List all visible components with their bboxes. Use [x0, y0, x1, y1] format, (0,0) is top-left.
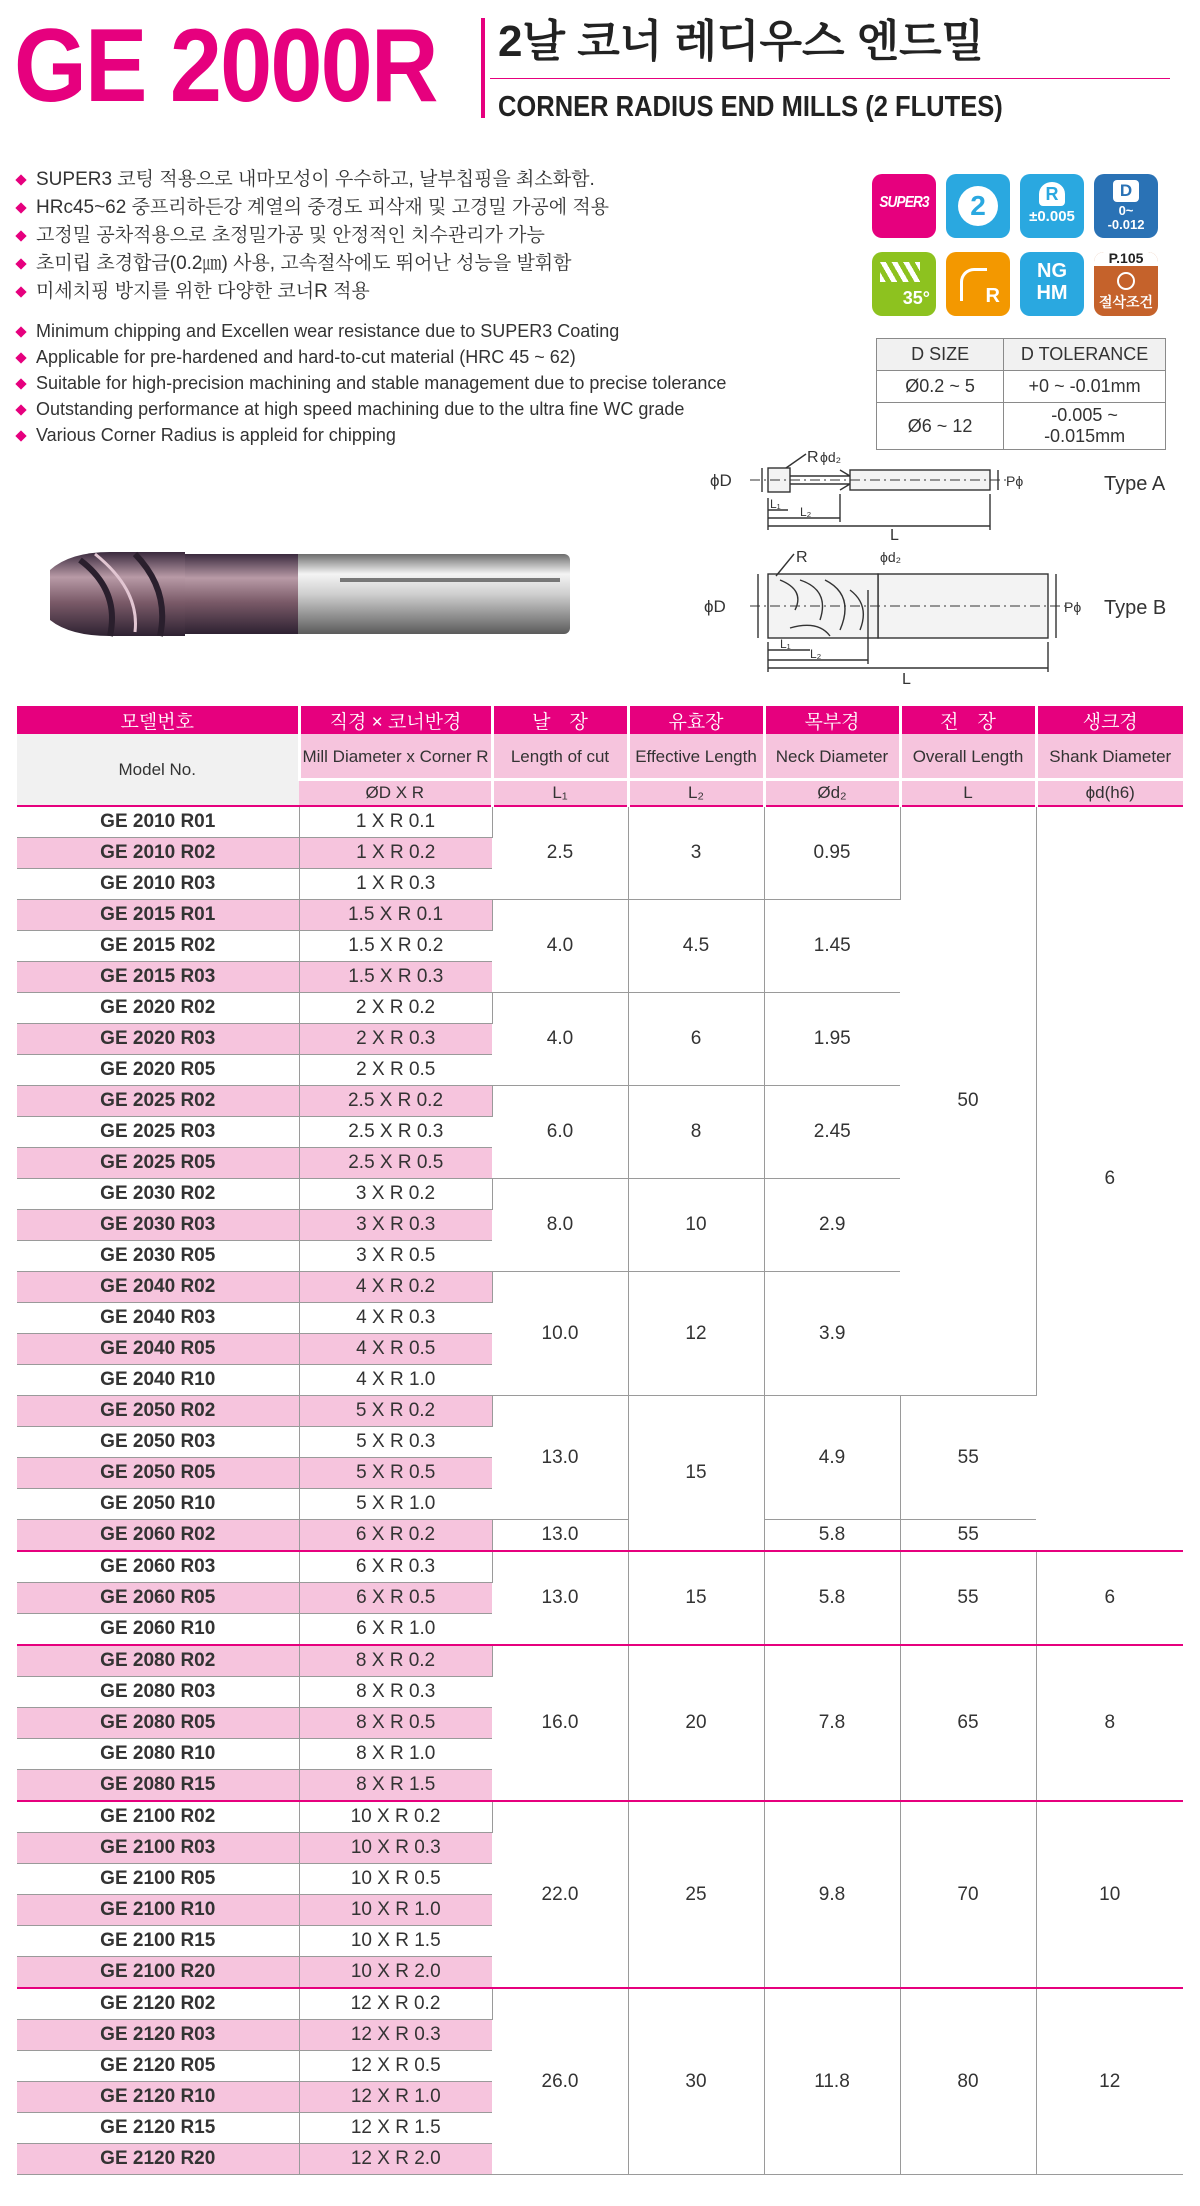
- model-number-cell: GE 2100 R02: [17, 1801, 299, 1833]
- diameter-radius-cell: 6 X R 1.0: [299, 1614, 492, 1646]
- model-number-cell: GE 2050 R03: [17, 1427, 299, 1458]
- effective-length-cell: 6: [628, 993, 764, 1086]
- effective-length-cell: 12: [628, 1272, 764, 1396]
- diameter-radius-cell: 8 X R 0.2: [299, 1645, 492, 1677]
- diameter-radius-cell: 5 X R 0.3: [299, 1427, 492, 1458]
- tolerance-row: [877, 403, 1166, 450]
- model-number-cell: GE 2050 R05: [17, 1458, 299, 1489]
- diameter-radius-cell: 5 X R 0.5: [299, 1458, 492, 1489]
- title-underline: [490, 78, 1170, 79]
- header-effective-en: Effective Length: [628, 734, 764, 780]
- diameter-radius-cell: 3 X R 0.3: [299, 1210, 492, 1241]
- model-number-cell: GE 2025 R05: [17, 1148, 299, 1179]
- spec-header-korean: [17, 706, 1183, 734]
- effective-length-cell: 15: [628, 1551, 764, 1645]
- model-number-cell: GE 2030 R05: [17, 1241, 299, 1272]
- type-a-label: Type A: [1104, 473, 1166, 495]
- diameter-radius-cell: 12 X R 0.5: [299, 2051, 492, 2082]
- corner-radius-icon: R: [946, 252, 1010, 316]
- overall-length-cell: 65: [900, 1645, 1036, 1801]
- neck-diameter-cell: 1.45: [764, 900, 900, 993]
- d-tolerance-icon: D 0~ -0.012: [1094, 174, 1158, 238]
- effective-length-cell: 20: [628, 1645, 764, 1801]
- model-number-cell: GE 2080 R05: [17, 1708, 299, 1739]
- header-effective-symbol: L₂: [628, 780, 764, 807]
- type-b-l1-label: L₁: [780, 637, 791, 651]
- length-of-cut-cell: 4.0: [492, 993, 628, 1086]
- model-number-cell: GE 2025 R03: [17, 1117, 299, 1148]
- type-a-l1-label: L₁: [770, 497, 781, 511]
- diameter-radius-cell: 10 X R 1.5: [299, 1926, 492, 1957]
- diameter-radius-cell: 10 X R 0.2: [299, 1801, 492, 1833]
- model-number-cell: GE 2040 R10: [17, 1365, 299, 1396]
- diameter-radius-cell: 3 X R 0.2: [299, 1179, 492, 1210]
- model-number-cell: GE 2100 R20: [17, 1957, 299, 1989]
- tolerance-cell: Ø6 ~ 12: [877, 403, 1004, 450]
- diameter-radius-cell: 6 X R 0.5: [299, 1583, 492, 1614]
- effective-length-cell: 3: [628, 806, 764, 900]
- diameter-radius-cell: 10 X R 0.3: [299, 1833, 492, 1864]
- diameter-radius-cell: 1.5 X R 0.1: [299, 900, 492, 931]
- neck-diameter-cell: 2.9: [764, 1179, 900, 1272]
- header-diameter-ko: 직경 × 코너반경: [299, 706, 492, 734]
- type-a-p-label: Pϕ: [1006, 473, 1024, 489]
- model-number-cell: GE 2060 R05: [17, 1583, 299, 1614]
- diameter-radius-cell: 1 X R 0.1: [299, 806, 492, 838]
- length-of-cut-cell: 4.0: [492, 900, 628, 993]
- diameter-radius-cell: 8 X R 0.3: [299, 1677, 492, 1708]
- tolerance-col-header: D SIZE: [877, 339, 1004, 371]
- tolerance-cell: Ø0.2 ~ 5: [877, 371, 1004, 403]
- diameter-radius-cell: 1.5 X R 0.3: [299, 962, 492, 993]
- type-b-shank: [878, 574, 1048, 638]
- shank-diameter-cell: 12: [1036, 1988, 1183, 2175]
- length-of-cut-cell: 13.0: [492, 1396, 628, 1520]
- spec-table-body: [17, 806, 1183, 2175]
- diameter-radius-cell: 2 X R 0.2: [299, 993, 492, 1024]
- shank-diameter-cell: 6: [1036, 806, 1183, 1551]
- overall-length-cell: 55: [900, 1520, 1036, 1552]
- type-b-phid-label: ϕD: [704, 597, 726, 616]
- table-row: [17, 1801, 1183, 1833]
- diameter-radius-cell: 12 X R 1.0: [299, 2082, 492, 2113]
- model-number-cell: GE 2030 R02: [17, 1179, 299, 1210]
- header-neck-ko: 목부경: [764, 706, 900, 734]
- tolerance-row: [877, 371, 1166, 403]
- diameter-radius-cell: 2.5 X R 0.5: [299, 1148, 492, 1179]
- shank-highlight: [340, 578, 560, 582]
- diameter-radius-cell: 1.5 X R 0.2: [299, 931, 492, 962]
- overall-length-cell: 80: [900, 1988, 1036, 2175]
- feature-ko-item: SUPER3 코팅 적용으로 내마모성이 우수하고, 날부칩핑을 최소화함.: [14, 166, 609, 194]
- header-loc-ko: 날 장: [492, 706, 628, 734]
- tolerance-table: [876, 338, 1166, 450]
- header-loc-en: Length of cut: [492, 734, 628, 780]
- diameter-radius-cell: 3 X R 0.5: [299, 1241, 492, 1272]
- neck-diameter-cell: 4.9: [764, 1396, 900, 1520]
- length-of-cut-cell: 6.0: [492, 1086, 628, 1179]
- model-number-cell: GE 2120 R20: [17, 2144, 299, 2175]
- effective-length-cell: 4.5: [628, 900, 764, 993]
- model-number-cell: GE 2120 R15: [17, 2113, 299, 2144]
- header-overall-en: Overall Length: [900, 734, 1036, 780]
- type-b-p-label: Pϕ: [1064, 599, 1082, 615]
- product-photo: [40, 540, 580, 650]
- model-number-cell: GE 2100 R15: [17, 1926, 299, 1957]
- tool-shank: [290, 554, 570, 634]
- diameter-radius-cell: 12 X R 0.2: [299, 1988, 492, 2020]
- header-loc-symbol: L₁: [492, 780, 628, 807]
- length-of-cut-cell: 2.5: [492, 806, 628, 900]
- model-number-cell: GE 2080 R02: [17, 1645, 299, 1677]
- table-row: [17, 806, 1183, 838]
- tolerance-cell: +0 ~ -0.01mm: [1004, 371, 1166, 403]
- header-model-en: Model No.: [17, 734, 299, 806]
- diameter-radius-cell: 5 X R 1.0: [299, 1489, 492, 1520]
- length-of-cut-cell: 8.0: [492, 1179, 628, 1272]
- type-a-phid2-label: ϕd₂: [820, 450, 842, 465]
- type-a-l-label: L: [890, 527, 899, 544]
- diameter-radius-cell: 4 X R 0.3: [299, 1303, 492, 1334]
- header-model-ko: 모델번호: [17, 706, 299, 734]
- cutting-condition-icon: P.105 절삭조건: [1094, 252, 1158, 316]
- type-a-r-label: R: [807, 450, 819, 466]
- diameter-radius-cell: 4 X R 0.5: [299, 1334, 492, 1365]
- model-number-cell: GE 2120 R02: [17, 1988, 299, 2020]
- table-row: [17, 1551, 1183, 1583]
- type-b-l2-label: L₂: [810, 647, 822, 661]
- model-number-cell: GE 2060 R02: [17, 1520, 299, 1552]
- type-b-l-label: L: [902, 671, 911, 688]
- model-number-cell: GE 2080 R10: [17, 1739, 299, 1770]
- neck-diameter-cell: 1.95: [764, 993, 900, 1086]
- type-b-r-leader: [776, 554, 794, 576]
- diameter-radius-cell: 8 X R 0.5: [299, 1708, 492, 1739]
- table-row: [17, 1988, 1183, 2020]
- diameter-radius-cell: 6 X R 0.2: [299, 1520, 492, 1552]
- header-shank-en: Shank Diameter: [1036, 734, 1183, 780]
- neck-diameter-cell: 7.8: [764, 1645, 900, 1801]
- shank-diameter-cell: 8: [1036, 1645, 1183, 1801]
- neck-diameter-cell: 11.8: [764, 1988, 900, 2175]
- effective-length-cell: 30: [628, 1988, 764, 2175]
- header-neck-en: Neck Diameter: [764, 734, 900, 780]
- feature-en-item: Minimum chipping and Excellen wear resistance due to SUPER3 Coating: [14, 318, 726, 344]
- feature-ko-item: 초미립 초경합금(0.2㎛) 사용, 고속절삭에도 뛰어난 성능을 발휘함: [14, 250, 609, 278]
- tolerance-col-header: D TOLERANCE: [1004, 339, 1166, 371]
- effective-length-cell: 10: [628, 1179, 764, 1272]
- tolerance-header: [877, 339, 1166, 371]
- overall-length-cell: 55: [900, 1551, 1036, 1645]
- spec-header-english: [17, 734, 1183, 780]
- length-of-cut-cell: 16.0: [492, 1645, 628, 1801]
- neck-diameter-cell: 0.95: [764, 806, 900, 900]
- type-a-r-leader: [786, 454, 806, 468]
- title-divider: [481, 18, 485, 118]
- type-a-diagram: [690, 450, 1190, 550]
- type-b-phid2-label: ϕd₂: [880, 550, 902, 565]
- model-number-cell: GE 2015 R02: [17, 931, 299, 962]
- model-number-cell: GE 2050 R02: [17, 1396, 299, 1427]
- feature-ko-item: 고정밀 공차적용으로 초정밀가공 및 안정적인 치수관리가 가능: [14, 222, 609, 250]
- overall-length-cell: 50: [900, 806, 1036, 1396]
- shank-diameter-cell: 6: [1036, 1551, 1183, 1645]
- diameter-radius-cell: 10 X R 0.5: [299, 1864, 492, 1895]
- diameter-radius-cell: 1 X R 0.3: [299, 869, 492, 900]
- diameter-radius-cell: 4 X R 0.2: [299, 1272, 492, 1303]
- effective-length-cell: 8: [628, 1086, 764, 1179]
- model-number-cell: GE 2040 R03: [17, 1303, 299, 1334]
- length-of-cut-cell: 22.0: [492, 1801, 628, 1988]
- effective-length-cell: 15: [628, 1396, 764, 1552]
- model-number-cell: GE 2010 R03: [17, 869, 299, 900]
- overall-length-cell: 70: [900, 1801, 1036, 1988]
- super3-coating-icon: SUPER3: [872, 174, 936, 238]
- model-number-cell: GE 2050 R10: [17, 1489, 299, 1520]
- diameter-radius-cell: 4 X R 1.0: [299, 1365, 492, 1396]
- diameter-radius-cell: 5 X R 0.2: [299, 1396, 492, 1427]
- header-overall-symbol: L: [900, 780, 1036, 807]
- feature-en-item: Applicable for pre-hardened and hard-to-cut material (HRC 45 ~ 62): [14, 344, 726, 370]
- feature-en-item: Various Corner Radius is appleid for chipping: [14, 422, 726, 448]
- header-shank-symbol: ϕd(h6): [1036, 780, 1183, 807]
- model-number-cell: GE 2120 R10: [17, 2082, 299, 2113]
- diameter-radius-cell: 2.5 X R 0.2: [299, 1086, 492, 1117]
- diameter-radius-cell: 12 X R 0.3: [299, 2020, 492, 2051]
- model-number-cell: GE 2015 R03: [17, 962, 299, 993]
- diameter-radius-cell: 8 X R 1.5: [299, 1770, 492, 1802]
- feature-ko-item: HRc45~62 중프리하든강 계열의 중경도 피삭재 및 고경밀 가공에 적용: [14, 194, 609, 222]
- effective-length-cell: 25: [628, 1801, 764, 1988]
- model-number-cell: GE 2020 R03: [17, 1024, 299, 1055]
- spec-table: [17, 706, 1183, 2175]
- features-english: [14, 318, 726, 448]
- header-effective-ko: 유효장: [628, 706, 764, 734]
- type-b-diagram: [690, 550, 1190, 690]
- model-number-cell: GE 2100 R05: [17, 1864, 299, 1895]
- model-number-cell: GE 2060 R10: [17, 1614, 299, 1646]
- model-number-cell: GE 2120 R05: [17, 2051, 299, 2082]
- overall-length-cell: 55: [900, 1396, 1036, 1520]
- model-number-cell: GE 2010 R02: [17, 838, 299, 869]
- r-tolerance-icon: R ±0.005: [1020, 174, 1084, 238]
- header-shank-ko: 생크경: [1036, 706, 1183, 734]
- diameter-radius-cell: 2.5 X R 0.3: [299, 1117, 492, 1148]
- material-nghm-icon: NG HM: [1020, 252, 1084, 316]
- model-number-cell: GE 2100 R03: [17, 1833, 299, 1864]
- product-title: GE 2000R: [14, 8, 437, 124]
- header-overall-ko: 전 장: [900, 706, 1036, 734]
- neck-diameter-cell: 5.8: [764, 1520, 900, 1552]
- model-number-cell: GE 2025 R02: [17, 1086, 299, 1117]
- type-a-phid-label: ϕD: [710, 471, 732, 490]
- model-number-cell: GE 2120 R03: [17, 2020, 299, 2051]
- feature-ko-item: 미세치핑 방지를 위한 다양한 코너R 적용: [14, 278, 609, 306]
- two-flutes-icon: 2: [946, 174, 1010, 238]
- header-diameter-symbol: ØD X R: [299, 780, 492, 807]
- length-of-cut-cell: 13.0: [492, 1520, 628, 1552]
- diameter-radius-cell: 12 X R 2.0: [299, 2144, 492, 2175]
- model-number-cell: GE 2020 R05: [17, 1055, 299, 1086]
- type-b-label: Type B: [1104, 597, 1167, 619]
- diameter-radius-cell: 8 X R 1.0: [299, 1739, 492, 1770]
- model-number-cell: GE 2080 R15: [17, 1770, 299, 1802]
- helix-35-icon: 35°: [872, 252, 936, 316]
- neck-diameter-cell: 9.8: [764, 1801, 900, 1988]
- model-number-cell: GE 2040 R02: [17, 1272, 299, 1303]
- table-row: [17, 1520, 1183, 1552]
- title-korean: 2날 코너 레디우스 엔드밀: [498, 17, 985, 66]
- model-number-cell: GE 2080 R03: [17, 1677, 299, 1708]
- type-b-r-label: R: [796, 550, 808, 566]
- diameter-radius-cell: 10 X R 1.0: [299, 1895, 492, 1926]
- model-number-cell: GE 2030 R03: [17, 1210, 299, 1241]
- neck-diameter-cell: 5.8: [764, 1551, 900, 1645]
- tool-coated-body: [180, 554, 298, 634]
- title-english: CORNER RADIUS END MILLS (2 FLUTES): [498, 91, 1003, 123]
- table-row: [17, 1396, 1183, 1427]
- diameter-radius-cell: 1 X R 0.2: [299, 838, 492, 869]
- feature-en-item: Suitable for high-precision machining and stable management due to precise tolerance: [14, 370, 726, 396]
- neck-diameter-cell: 3.9: [764, 1272, 900, 1396]
- length-of-cut-cell: 26.0: [492, 1988, 628, 2175]
- diameter-radius-cell: 12 X R 1.5: [299, 2113, 492, 2144]
- header-diameter-en: Mill Diameter x Corner R: [299, 734, 492, 780]
- diameter-radius-cell: 10 X R 2.0: [299, 1957, 492, 1989]
- length-of-cut-cell: 10.0: [492, 1272, 628, 1396]
- model-number-cell: GE 2015 R01: [17, 900, 299, 931]
- diameter-radius-cell: 2 X R 0.5: [299, 1055, 492, 1086]
- model-number-cell: GE 2020 R02: [17, 993, 299, 1024]
- table-row: [17, 1645, 1183, 1677]
- model-number-cell: GE 2040 R05: [17, 1334, 299, 1365]
- model-number-cell: GE 2100 R10: [17, 1895, 299, 1926]
- features-korean: [14, 166, 609, 306]
- model-number-cell: GE 2060 R03: [17, 1551, 299, 1583]
- type-a-l2-label: L₂: [800, 505, 812, 519]
- length-of-cut-cell: 13.0: [492, 1551, 628, 1645]
- shank-diameter-cell: 10: [1036, 1801, 1183, 1988]
- diameter-radius-cell: 2 X R 0.3: [299, 1024, 492, 1055]
- diameter-radius-cell: 6 X R 0.3: [299, 1551, 492, 1583]
- neck-diameter-cell: 2.45: [764, 1086, 900, 1179]
- feature-en-item: Outstanding performance at high speed machining due to the ultra fine WC grade: [14, 396, 726, 422]
- header-neck-symbol: Ød₂: [764, 780, 900, 807]
- model-number-cell: GE 2010 R01: [17, 806, 299, 838]
- tolerance-cell: -0.005 ~ -0.015mm: [1004, 403, 1166, 450]
